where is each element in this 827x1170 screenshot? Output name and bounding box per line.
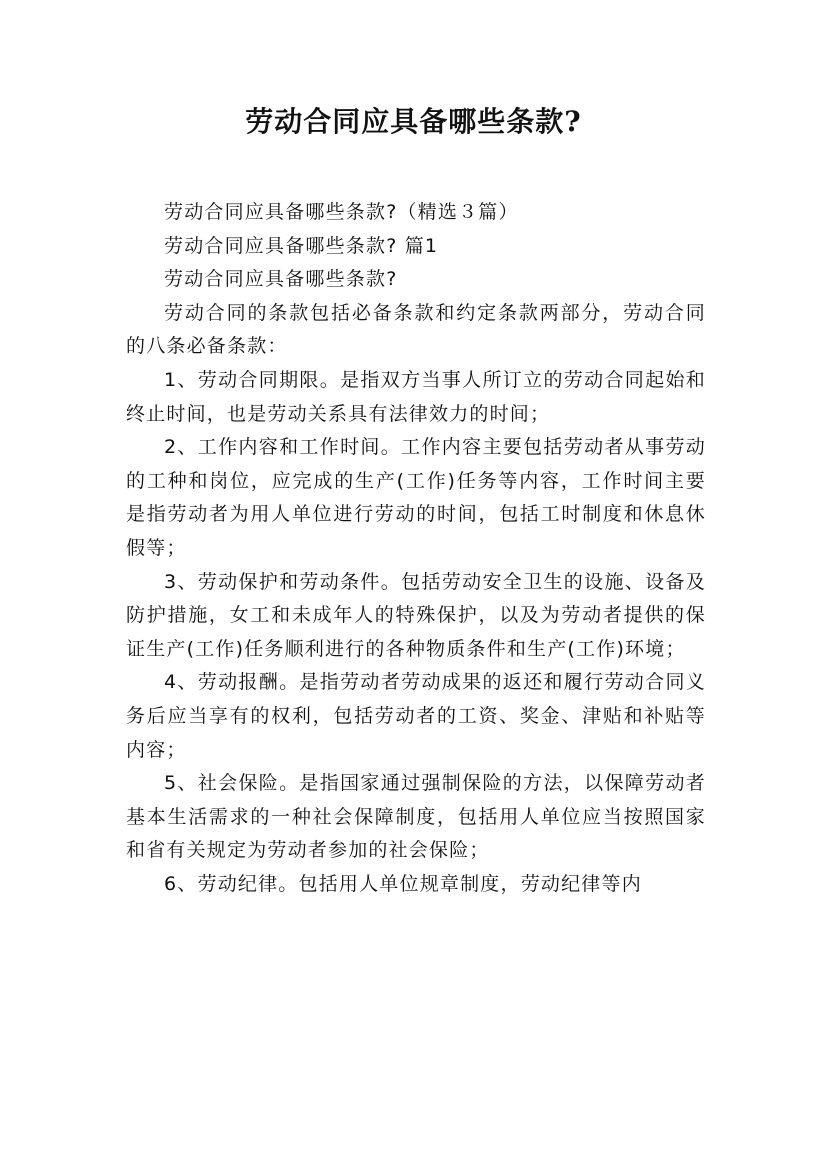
paragraph-item-5: 5、社会保险。是指国家通过强制保险的方法，以保障劳动者基本生活需求的一种社会保障制度，包括用人单位应当按照国家和省有关规定为劳动者参加的社会保险； [126, 772, 706, 862]
paragraph-item-6: 6、劳动纪律。包括用人单位规章制度，劳动纪律等内 [164, 872, 642, 895]
paragraph-item-3: 3、劳动保护和劳动条件。包括劳动安全卫生的设施、设备及防护措施，女工和未成年人的特殊保护，以及为劳动者提供的保证生产(工作)任务顺利进行的各种物质条件和生产(工作)环境； [126, 570, 706, 660]
paragraph-item-2: 2、工作内容和工作时间。工作内容主要包括劳动者从事劳动的工种和岗位，应完成的生产(工作)任务等内容，工作时间主要是指劳动者为用人单位进行劳动的时间，包括工时制度和休息休假等； [126, 436, 706, 559]
document-title: 劳动合同应具备哪些条款? [245, 105, 582, 138]
paragraph-item-1: 1、劳动合同期限。是指双方当事人所订立的劳动合同起始和终止时间，也是劳动关系具有法律效力的时间； [126, 368, 706, 425]
paragraph-intro: 劳动合同的条款包括必备条款和约定条款两部分，劳动合同的八条必备条款： [126, 301, 706, 358]
paragraph-subtitle: 劳动合同应具备哪些条款?（精选３篇） [164, 201, 519, 223]
paragraph-item-4: 4、劳动报酬。是指劳动者劳动成果的返还和履行劳动合同义务后应当享有的权利，包括劳动者的工资、奖金、津贴和补贴等内容； [126, 671, 706, 761]
paragraph-section-heading: 劳动合同应具备哪些条款? 篇1 [164, 234, 439, 257]
document-body [126, 196, 706, 901]
paragraph-question: 劳动合同应具备哪些条款? [164, 268, 398, 291]
